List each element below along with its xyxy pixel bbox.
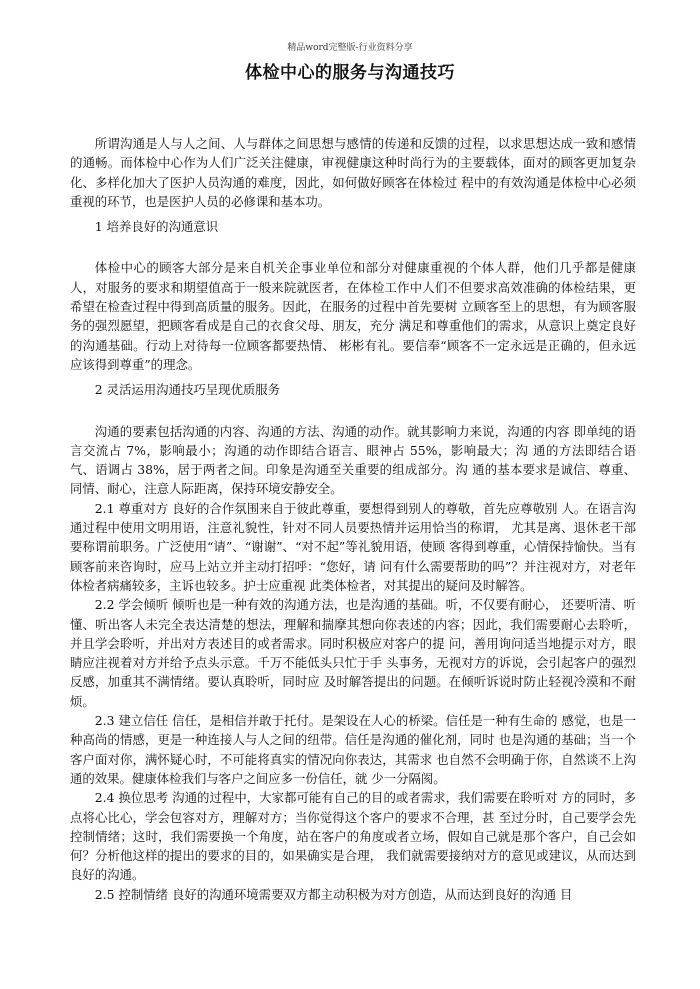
- paragraph-2-2: 2.2 学会倾听 倾听也是一种有效的沟通方法，也是沟通的基础。听，不仅要有耐心， 还要听清、听懂、听出客人未完全表达清楚的想法，理解和揣摩其想向你表述的内容；因此，我们需要耐心去聆听，并且学会聆听，并出对方表述目的或者需求。同时积极应对客户的提 问，善用询问适当地提示对方，眼睛应注视着对方并给予点头示意。千万不能低头只忙于手 头事务，无视对方的诉说，会引起客户的强烈反感，加重其不满情绪。要认真聆听，同时应 及时解答提出的问题。在倾听诉说时防止轻视冷漠和不耐烦。: [70, 597, 636, 709]
- document-body: [70, 134, 636, 904]
- paragraph-2-5: 2.5 控制情绪 良好的沟通环境需要双方都主动积极为对方创造，从而达到良好的沟通 目: [94, 886, 573, 902]
- intro-paragraph: 所谓沟通是人与人之间、人与群体之间思想与感情的传递和反馈的过程，以求思想达成一致和感情的通畅。而体检中心作为人们广泛关注健康，审视健康这种时尚行为的主要载体，面对的顾客更加复杂化、多样化加大了医护人员沟通的难度，因此，如何做好顾客在体检过 程中的有效沟通是体检中心必须重视的环节，也是医护人员的必修课和基本功。: [70, 136, 636, 209]
- paragraph-2-3: 2.3 建立信任 信任，是相信并敢于托付。是架设在人心的桥梁。信任是一种有生命的 感觉，也是一种高尚的情感，更是一种连接人与人之间的纽带。信任是沟通的催化剂，同时 也是沟通的基础；当一个客户面对你，满怀疑心时，不可能将真实的情况向你表达，其需求 也自然不会明确于你，自然谈不上沟通的效果。健康体检我们与客户之间应多一份信任，就 少一分隔阂。: [70, 713, 636, 786]
- section-heading-1: 1 培养良好的沟通意识: [94, 219, 219, 235]
- paragraph-2-4: 2.4 换位思考 沟通的过程中，大家都可能有自己的目的或者需求，我们需要在聆听对 方的同时，多点将心比心，学会包容对方，理解对方；当你觉得这个客户的要求不合理，甚 至过分时，自己要学会先控制情绪；这时，我们需要换一个角度，站在客户的角度或者立场，假如自己就是那个客户，自己会如何？分析他这样的提出的要求的目的，如果确实是合理， 我们就需要接纳对方的意见或建议，从而达到良好的沟通。: [70, 790, 636, 883]
- document-title: 体检中心的服务与沟通技巧: [245, 63, 455, 83]
- section-heading-2: 2 灵活运用沟通技巧呈现优质服务: [94, 382, 281, 398]
- paragraph-1: 体检中心的顾客大部分是来自机关企事业单位和部分对健康重视的个体人群，他们几乎都是健康人，对服务的要求和期望值高于一般来院就医者，在体检工作中人们不但要求高效准确的体检结果，更希望在检查过程中得到高质量的服务。因此，在服务的过程中首先要树 立顾客至上的思想，有为顾客服务的强烈愿望，把顾客看成是自己的衣食父母、朋友，充分 满足和尊重他们的需求，从意识上奠定良好的沟通基础。行动上对待每一位顾客都要热情、 彬彬有礼。要信奉“顾客不一定永远是正确的，但永远应该得到尊重”的理念。: [70, 260, 636, 372]
- paragraph-2-1: 2.1 尊重对方 良好的合作氛围来自于彼此尊重，要想得到别人的尊敬，首先应尊敬别 人。在语言沟通过程中使用文明用语，注意礼貌性，针对不同人员要热情并运用恰当的称谓， 尤其是离、退休老干部要称谓前职务。广泛使用“请”、“谢谢”、“对不起”等礼貌用语，使顾 客得到尊重，心情保持愉快。当有顾客前来咨询时，应马上站立并主动打招呼：“您好，请 问有什么需要帮助的吗”？并注视对方，对老年体检者病痛较多，主诉也较多。护士应重视 此类体检者，对其提出的疑问及时解答。: [70, 500, 636, 593]
- header-note: 精品word完整版-行业资料分享: [287, 43, 413, 53]
- paragraph-2: 沟通的要素包括沟通的内容、沟通的方法、沟通的动作。就其影响力来说，沟通的内容 即单纯的语言交流占 7%，影响最小；沟通的动作即结合语言、眼神占 55%，影响最大；沟 通的方法即结合语气、语调占 38%，居于两者之间。印象是沟通至关重要的组成部分。沟 通的基本要求是诚信、尊重、同情、耐心，注意人际距离，保持环境安静安全。: [70, 423, 636, 497]
